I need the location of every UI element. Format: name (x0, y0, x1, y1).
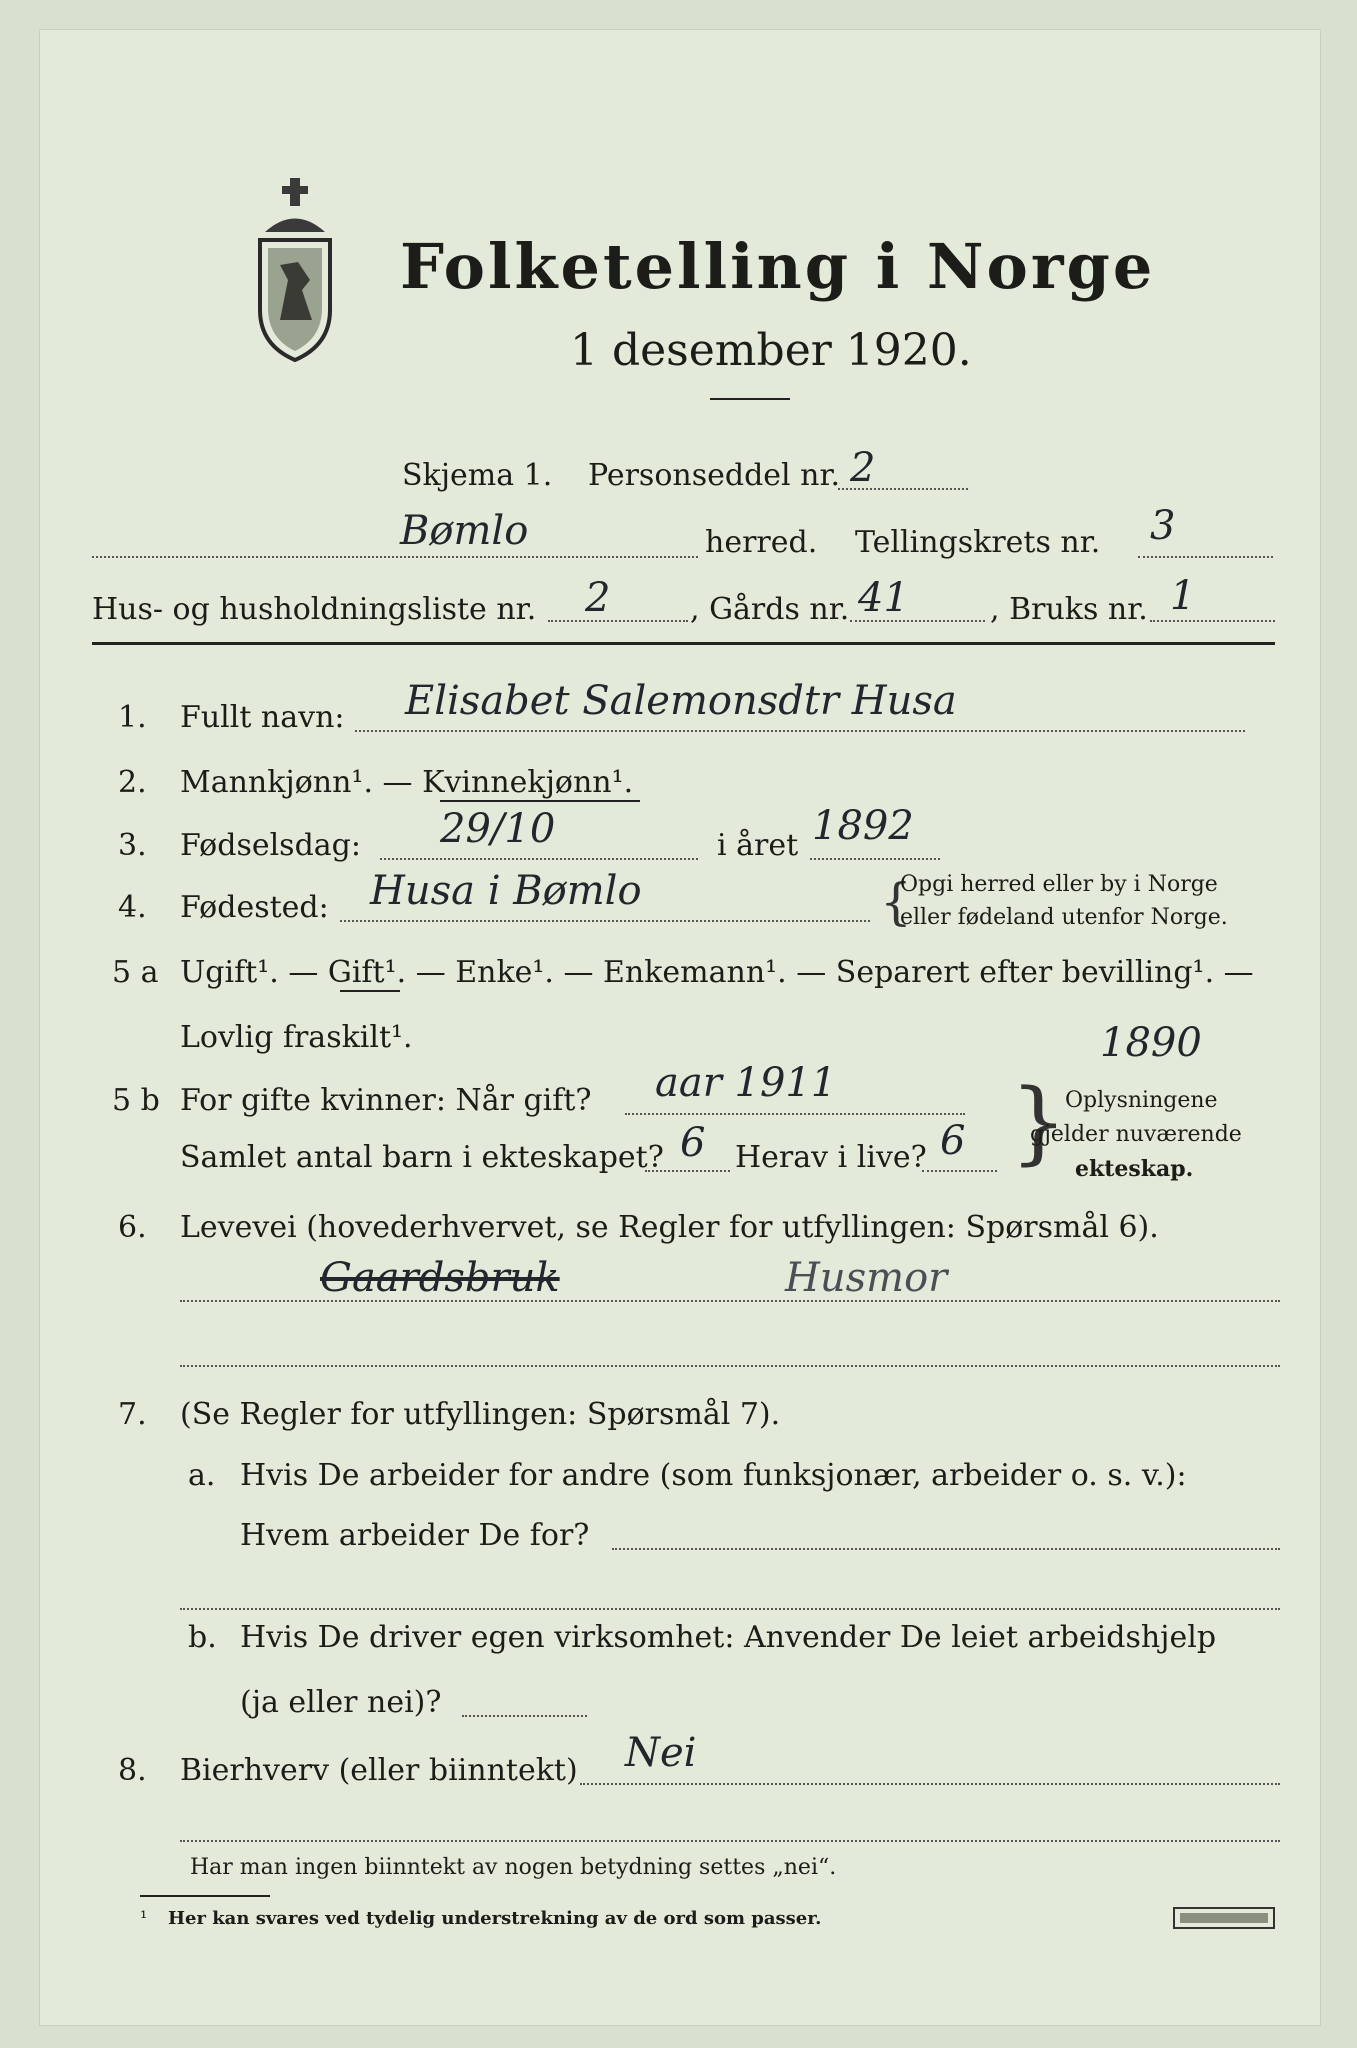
herred-value: Bømlo (400, 508, 529, 554)
herred-label: herred. (705, 525, 818, 560)
q7-label: (Se Regler for utfyllingen: Spørsmål 7). (180, 1397, 781, 1432)
gender-options[interactable]: Mannkjønn¹. — Kvinnekjønn¹. (180, 765, 634, 800)
title-divider (710, 398, 790, 400)
census-date: 1 desember 1920. (570, 325, 972, 376)
married-when-value: aar 1911 (655, 1060, 837, 1106)
norway-coat-of-arms-icon (240, 170, 350, 365)
footnote-mark: ¹ (140, 1908, 148, 1929)
alive-label: Herav i live? (735, 1140, 927, 1175)
q8-label: Bierhverv (eller biinntekt) (180, 1753, 578, 1788)
marriage-note-1: Oplysningene (1065, 1088, 1218, 1113)
birthplace-value: Husa i Bømlo (370, 868, 642, 914)
married-when-field[interactable] (625, 1113, 965, 1115)
full-name-field[interactable] (355, 730, 1245, 732)
herred-field[interactable] (92, 556, 698, 558)
birth-year-field[interactable] (810, 858, 940, 860)
q6-label: Levevei (hovederhvervet, se Regler for utfyllingen: Spørsmål 6). (180, 1210, 1159, 1245)
employer-field-2[interactable] (180, 1608, 1280, 1610)
personseddel-label: Personseddel nr. (588, 458, 841, 493)
side-income-value: Nei (625, 1730, 697, 1776)
tellingskrets-label: Tellingskrets nr. (855, 525, 1101, 560)
gards-value: 41 (858, 575, 909, 621)
bruks-field[interactable] (1150, 620, 1275, 622)
kvinnekjonn-underline (440, 800, 640, 802)
q3-number: 3. (118, 828, 147, 863)
employer-field[interactable] (612, 1548, 1280, 1550)
birthplace-field[interactable] (340, 920, 870, 922)
children-value: 6 (680, 1120, 706, 1166)
q7a-line-2: Hvem arbeider De for? (240, 1518, 590, 1553)
birthday-value: 29/10 (440, 806, 556, 852)
q6-number: 6. (118, 1210, 147, 1245)
form-title: Folketelling i Norge (400, 230, 1156, 303)
marriage-note-3: ekteskap. (1075, 1156, 1194, 1182)
footnote-text: Her kan svares ved tydelig understrekning av de ord som passer. (168, 1908, 822, 1929)
birthplace-note-2: eller fødeland utenfor Norge. (900, 905, 1228, 930)
q7b-line-2: (ja eller nei)? (240, 1685, 442, 1720)
tellingskrets-field[interactable] (1138, 556, 1273, 558)
children-field[interactable] (645, 1170, 730, 1172)
occupation-field-1[interactable] (180, 1300, 1280, 1302)
q7-number: 7. (118, 1397, 147, 1432)
birth-year-value: 1892 (812, 803, 914, 849)
q7a-letter: a. (188, 1458, 216, 1493)
footer-note: Har man ingen biinntekt av nogen betydning settes „nei“. (190, 1855, 837, 1880)
hus-label: Hus- og husholdningsliste nr. (92, 592, 537, 627)
q7b-letter: b. (188, 1620, 217, 1655)
alive-value: 6 (940, 1118, 966, 1164)
brace-icon: { (880, 873, 912, 931)
marital-status-options[interactable]: Ugift¹. — Gift¹. — Enke¹. — Enkemann¹. — Separert efter bevilling¹. — (180, 955, 1254, 990)
q5a-number: 5 a (112, 955, 159, 990)
extra-year-value: 1890 (1100, 1020, 1202, 1066)
q4-label: Fødested: (180, 890, 329, 925)
hus-field[interactable] (548, 620, 688, 622)
gift-underline (340, 990, 400, 992)
footnote-divider (140, 1895, 270, 1897)
marital-status-options-2[interactable]: Lovlig fraskilt¹. (180, 1020, 413, 1055)
occupation-value: Husmor (785, 1255, 948, 1301)
birthplace-note-1: Opgi herred eller by i Norge (900, 872, 1218, 897)
q7a-line-1: Hvis De arbeider for andre (som funksjonær, arbeider o. s. v.): (240, 1458, 1187, 1493)
marriage-note-2: gjelder nuværende (1030, 1122, 1242, 1147)
bruks-value: 1 (1170, 573, 1196, 619)
full-name-value: Elisabet Salemonsdtr Husa (405, 678, 957, 724)
q5b-label: For gifte kvinner: Når gift? (180, 1083, 592, 1118)
children-label: Samlet antal barn i ekteskapet? (180, 1140, 664, 1175)
alive-field[interactable] (922, 1170, 997, 1172)
occupation-struck-value: Gaardsbruk (320, 1255, 560, 1301)
q5b-number: 5 b (112, 1083, 160, 1118)
hus-value: 2 (585, 575, 611, 621)
year-label: i året (717, 828, 799, 863)
q1-label: Fullt navn: (180, 700, 345, 735)
gards-label: , Gårds nr. (690, 592, 850, 627)
q4-number: 4. (118, 890, 147, 925)
skjema-label: Skjema 1. (402, 458, 553, 493)
header-divider (92, 642, 1275, 645)
q7b-line-1: Hvis De driver egen virksomhet: Anvender De leiet arbeidshjelp (240, 1620, 1217, 1655)
tellingskrets-value: 3 (1150, 503, 1176, 549)
occupation-field-2[interactable] (180, 1365, 1280, 1367)
personseddel-value: 2 (850, 445, 876, 491)
birthday-field[interactable] (380, 858, 698, 860)
side-income-field[interactable] (580, 1783, 1280, 1785)
q2-number: 2. (118, 765, 147, 800)
printer-stamp-icon (1172, 1905, 1277, 1931)
q3-label: Fødselsdag: (180, 828, 361, 863)
q1-number: 1. (118, 700, 147, 735)
brace-icon: { (1010, 1070, 1068, 1175)
hired-help-field[interactable] (462, 1715, 587, 1717)
side-income-field-2[interactable] (180, 1840, 1280, 1842)
q8-number: 8. (118, 1753, 147, 1788)
bruks-label: , Bruks nr. (990, 592, 1148, 627)
